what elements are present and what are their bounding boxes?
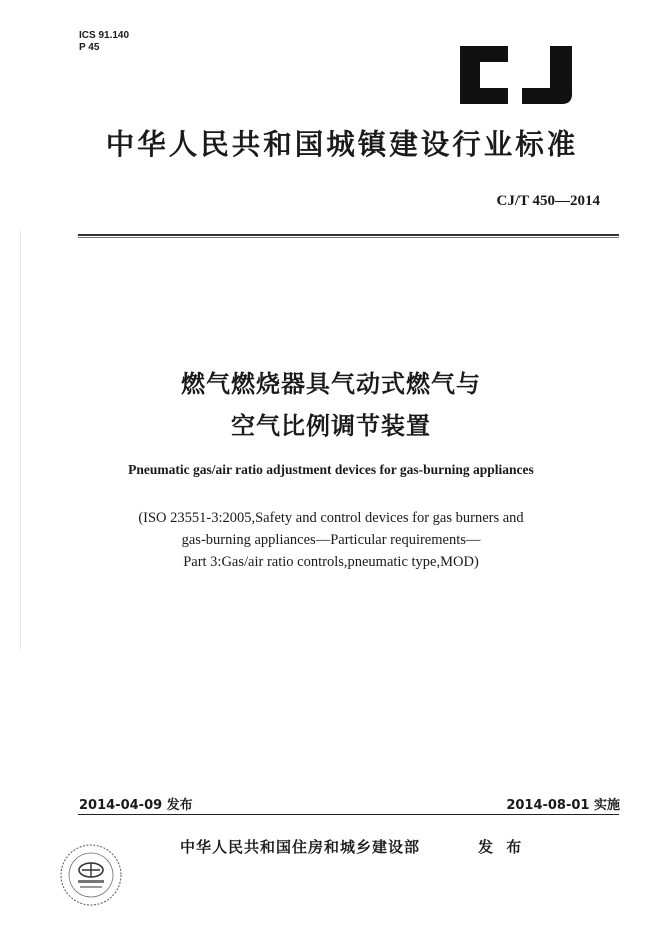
header-divider <box>78 234 619 236</box>
standard-number: CJ/T 450—2014 <box>496 193 600 209</box>
chinese-title-line-1: 燃气燃烧器具气动式燃气与 <box>181 370 481 398</box>
iso-reference-line-1: (ISO 23551-3:2005,Safety and control devices for gas burners and <box>138 510 524 526</box>
cj-logo <box>452 42 580 108</box>
classification-codes <box>79 30 129 54</box>
implementation-date: 2014-08-01 实施 <box>506 798 620 813</box>
english-title: Pneumatic gas/air ratio adjustment devices for gas-burning appliances <box>128 462 534 477</box>
footer-divider <box>78 814 619 815</box>
iso-reference-line-3: Part 3:Gas/air ratio controls,pneumatic type,MOD) <box>183 554 479 570</box>
iso-reference-line-2: gas-burning appliances—Particular requirements— <box>181 532 481 548</box>
ics-code: ICS 91.140 <box>79 30 130 41</box>
issuing-authority-title: 中华人民共和国城镇建设行业标准 <box>105 128 579 161</box>
header-divider-thin <box>78 237 619 238</box>
publish-label: 发 布 <box>478 838 526 856</box>
publisher-stamp-icon <box>58 842 124 908</box>
chinese-title-line-2: 空气比例调节装置 <box>231 412 431 440</box>
ccs-code: P 45 <box>79 42 100 53</box>
publisher-name: 中华人民共和国住房和城乡建设部 <box>180 838 421 856</box>
issue-date: 2014-04-09 发布 <box>79 798 193 813</box>
